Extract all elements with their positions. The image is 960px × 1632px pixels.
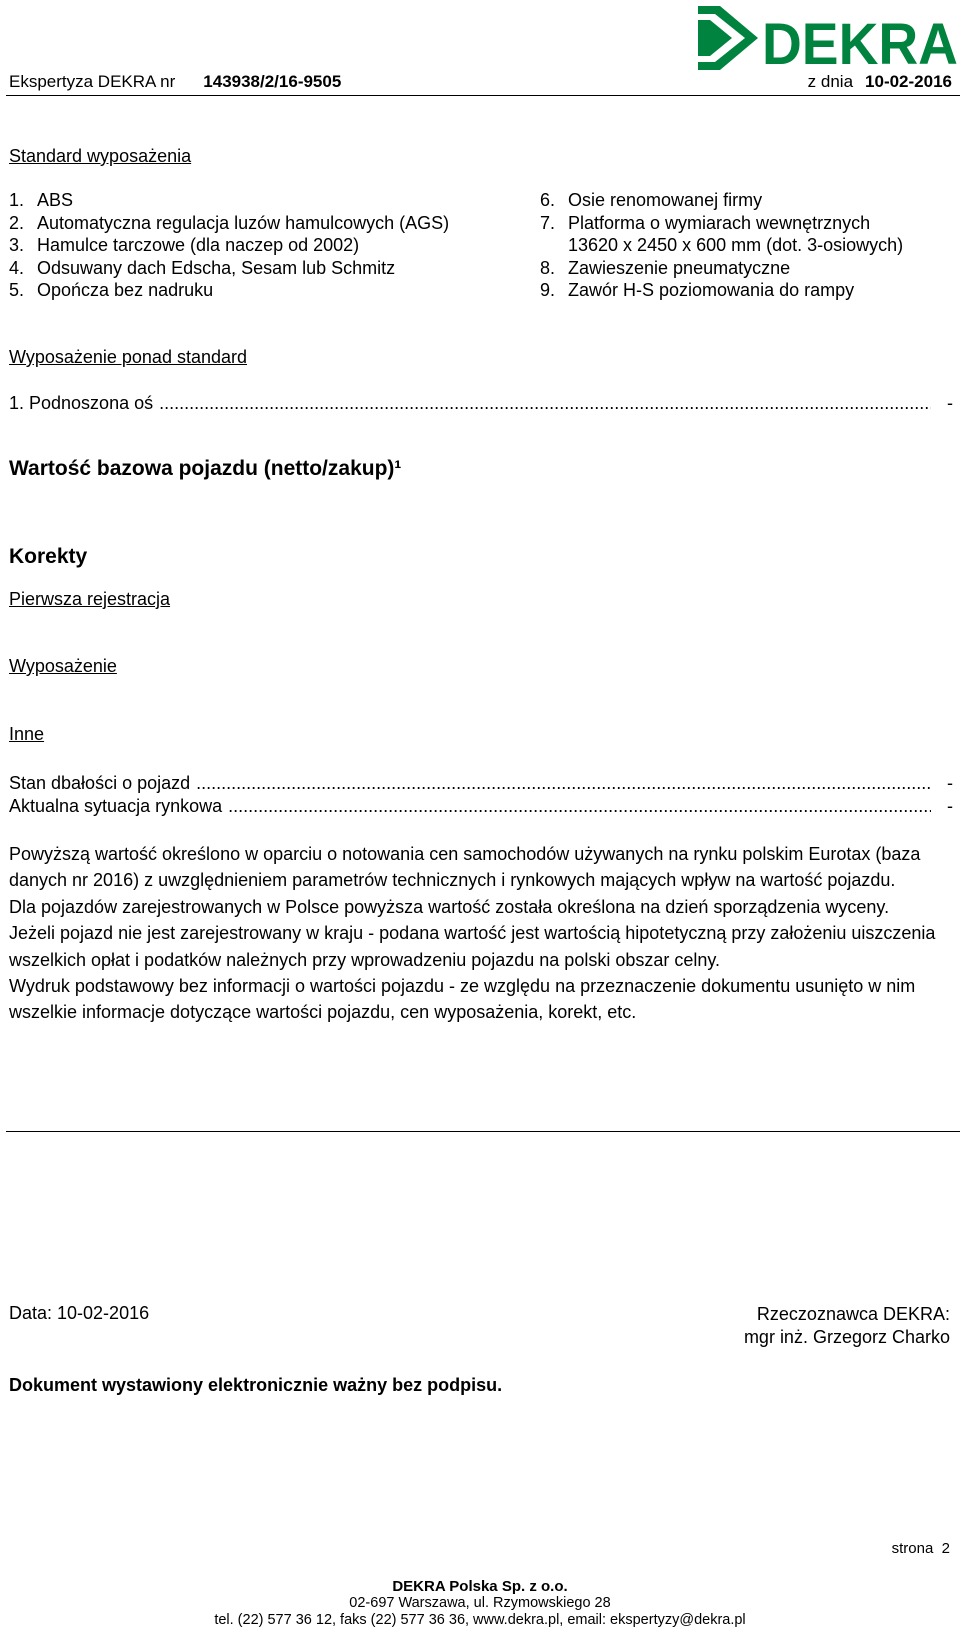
first-registration-heading: Pierwsza rejestracja <box>9 589 171 609</box>
item-number: 3. <box>9 235 25 255</box>
item-number: 6. <box>540 190 556 210</box>
standard-equipment-heading: Standard wyposażenia <box>9 146 192 166</box>
dekra-logo-icon <box>696 6 960 78</box>
item-text: Osie renomowanej firmy <box>568 190 763 210</box>
market-situation-label: Aktualna sytuacja rynkowa <box>9 796 223 816</box>
company-name: DEKRA Polska Sp. z o.o. <box>392 1578 568 1595</box>
item-number: 4. <box>9 257 25 278</box>
item-text: Odsuwany dach Edscha, Sesam lub Schmitz <box>37 257 396 278</box>
expert-title: Rzeczoznawca DEKRA: <box>756 1304 950 1324</box>
item-text: Zawieszenie pneumatyczne <box>568 257 791 278</box>
extra-equipment-label: 1. Podnoszona oś <box>9 393 154 413</box>
standard-equipment-item <box>540 212 903 257</box>
extra-equipment-row <box>9 392 953 414</box>
company-contact: tel. (22) 577 36 12, faks (22) 577 36 36, www.dekra.pl, email: ekspertyzy@dekra.pl <box>214 1612 746 1628</box>
electronic-validity-note: Dokument wystawiony elektronicznie ważny bez podpisu. <box>9 1375 503 1395</box>
item-number: 9. <box>540 280 556 300</box>
item-text: Hamulce tarczowe (dla naczep od 2002) <box>37 235 360 255</box>
report-date-line <box>808 72 952 92</box>
item-number: 5. <box>9 280 25 300</box>
standard-equipment-item <box>9 257 449 280</box>
standard-equipment-item <box>9 212 449 235</box>
logo-wordmark: DEKRA <box>762 12 958 77</box>
dot-leader <box>228 795 931 817</box>
expert-name: mgr inż. Grzegorz Charko <box>743 1327 950 1347</box>
expert-block <box>744 1303 950 1349</box>
standard-equipment-item <box>540 189 903 212</box>
extra-equipment-heading: Wyposażenie ponad standard <box>9 347 247 367</box>
market-situation-value: - <box>947 796 953 816</box>
report-label: Ekspertyza DEKRA nr <box>9 72 176 91</box>
dot-leader <box>196 772 931 794</box>
company-footer <box>0 1578 960 1629</box>
header-divider <box>6 95 960 96</box>
dot-leader <box>159 392 931 414</box>
item-number: 7. <box>540 212 556 233</box>
paragraph: Jeżeli pojazd nie jest zarejestrowany w kraju - podana wartość jest wartością hipotetyczną przy założeniu uiszczenia wszelkich opłat i podatków należnych przy wprowadzeniu pojazdu na polski obszar celny. <box>9 923 936 970</box>
report-number: 143938/2/16-9505 <box>203 72 342 91</box>
market-situation-row <box>9 795 953 817</box>
item-text: Platforma o wymiarach wewnętrznych 13620 x 2450 x 600 mm (dot. 3-osiowych) <box>568 212 904 255</box>
equipment-heading: Wyposażenie <box>9 656 117 676</box>
section-divider <box>6 1131 960 1132</box>
report-date-label: z dnia <box>807 72 854 91</box>
item-text: ABS <box>37 190 74 210</box>
care-condition-value: - <box>947 773 953 793</box>
other-heading: Inne <box>9 724 45 744</box>
paragraph: Powyższą wartość określono w oparciu o notowania cen samochodów używanych na rynku polskim Eurotax (baza danych nr 2016) z uwzględnieniem parametrów technicznych i rynkowych mających wpływ na wartość pojazdu. <box>9 844 921 891</box>
dekra-logo <box>696 6 960 78</box>
explanation-text <box>9 841 949 1026</box>
item-number: 8. <box>540 257 556 278</box>
item-text: Opończa bez nadruku <box>37 280 214 300</box>
standard-equipment-item <box>9 189 449 212</box>
item-number: 2. <box>9 212 25 233</box>
standard-equipment-item <box>9 234 449 257</box>
signature-date: Data: 10-02-2016 <box>9 1303 150 1323</box>
standard-equipment-item <box>540 257 903 280</box>
report-number-line <box>9 72 341 92</box>
page-number <box>892 1540 950 1558</box>
standard-equipment-item <box>540 279 903 302</box>
page-value: 2 <box>941 1540 950 1557</box>
item-number: 1. <box>9 190 25 210</box>
report-date: 10-02-2016 <box>865 72 952 91</box>
item-text: Zawór H-S poziomowania do rampy <box>568 280 855 300</box>
care-condition-label: Stan dbałości o pojazd <box>9 773 191 793</box>
standard-equipment-left-list <box>9 189 449 302</box>
paragraph: Dla pojazdów zarejestrowanych w Polsce powyższa wartość została określona na dzień sporządzenia wyceny. <box>9 896 890 917</box>
standard-equipment-right-list <box>540 189 903 302</box>
base-value-title: Wartość bazowa pojazdu (netto/zakup)¹ <box>9 457 402 480</box>
care-condition-row <box>9 772 953 794</box>
extra-equipment-value: - <box>947 393 953 413</box>
standard-equipment-item <box>9 279 449 302</box>
item-text: Automatyczna regulacja luzów hamulcowych (AGS) <box>37 212 450 233</box>
paragraph: Wydruk podstawowy bez informacji o wartości pojazdu - ze względu na przeznaczenie dokumentu usunięto w nim wszelkie informacje dotyczące wartości pojazdu, cen wyposażenia, korekt, etc. <box>9 976 916 1023</box>
company-address: 02-697 Warszawa, ul. Rzymowskiego 28 <box>349 1595 611 1611</box>
page-label: strona <box>891 1540 934 1557</box>
corrections-title: Korekty <box>9 545 88 568</box>
